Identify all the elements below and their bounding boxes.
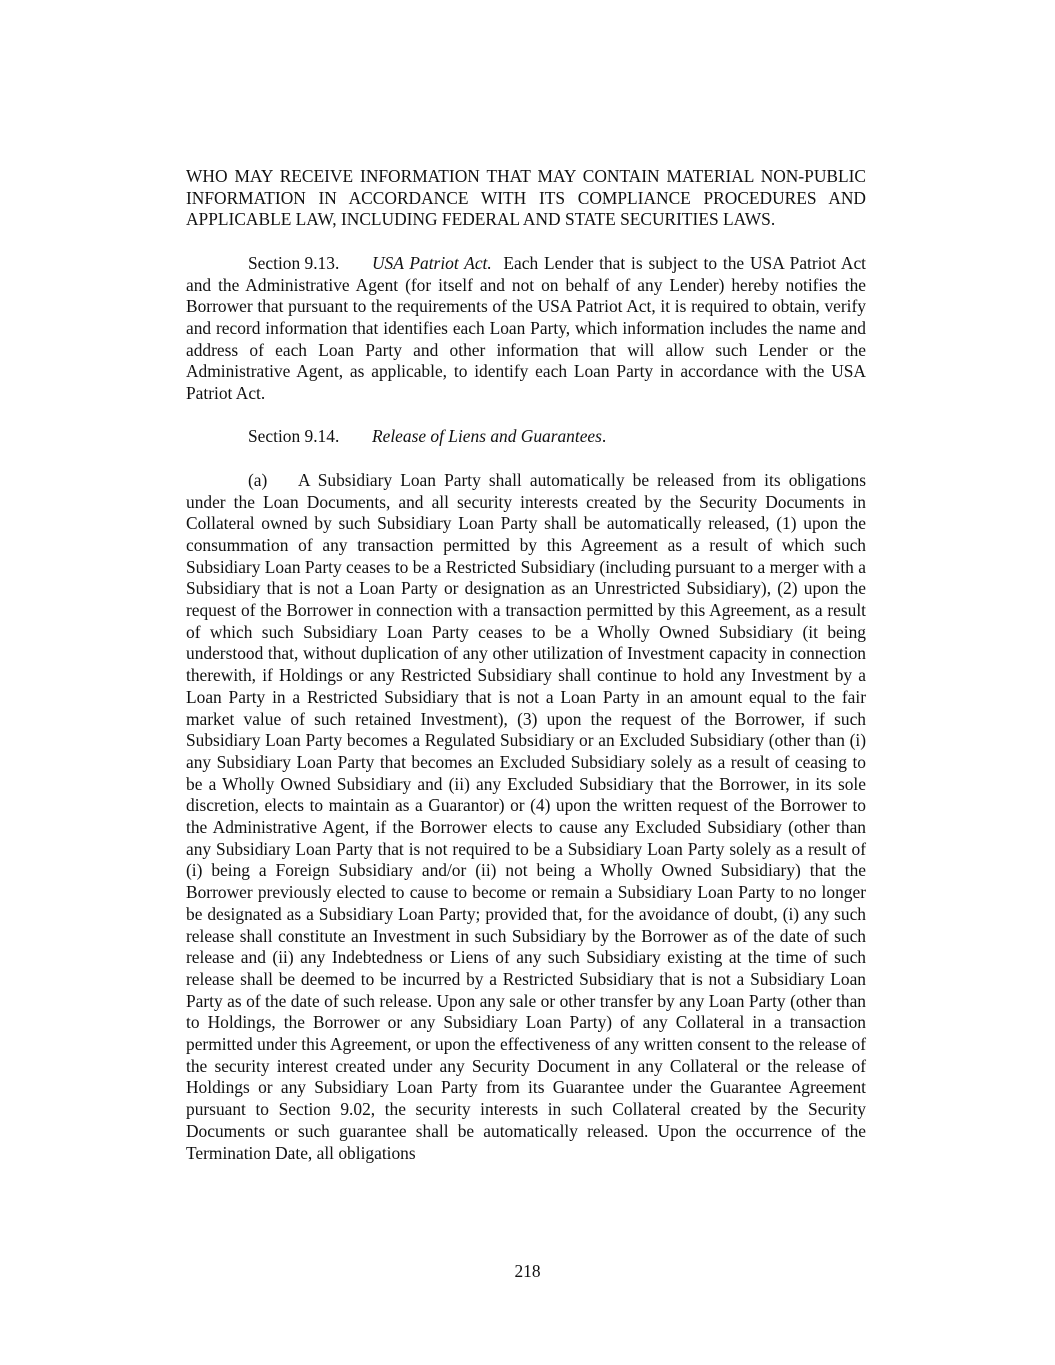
section-9-14-number: Section 9.14. <box>248 426 340 447</box>
section-9-13-title: USA Patriot Act. <box>372 252 492 273</box>
section-9-14-heading: Section 9.14. Release of Liens and Guarantees. <box>248 426 607 447</box>
section-9-13-paragraph <box>186 253 866 405</box>
page-number: 218 <box>514 1261 541 1281</box>
section-9-14-title: Release of Liens and Guarantees <box>372 426 602 447</box>
carryover-caps-paragraph: WHO MAY RECEIVE INFORMATION THAT MAY CONTAIN MATERIAL NON-PUBLIC INFORMATION IN ACCORDANCE WITH ITS COMPLIANCE PROCEDURES AND APPLICABLE LAW, INCLUDING FEDERAL AND STATE SECURITIES LAWS. <box>186 166 866 230</box>
section-9-13-number: Section 9.13. <box>248 252 340 273</box>
section-9-13-body: Each Lender that is subject to the USA Patriot Act and the Administrative Agent (for itself and not on behalf of any Lender) hereby notifies the Borrower that pursuant to the requirements of the USA Patriot Act, it is required to obtain, verify and record information that identifies each Loan Party, which information includes the name and address of each Loan Party and other information that will allow such Lender or the Administrative Agent, as applicable, to identify each Loan Party in accordance with the USA Patriot Act. <box>186 252 867 404</box>
subsection-a-label: (a) <box>248 469 268 490</box>
subsection-a-body: A Subsidiary Loan Party shall automatically be released from its obligations under the Loan Documents, and all security interests created by the Security Documents in Collateral owned by such Subsidiary Loan Party shall be automatically released, (1) upon the consummation of any transaction permitted by this Agreement as a result of which such Subsidiary Loan Party ceases to be a Restricted Subsidiary (including pursuant to a merger with a Subsidiary that is not a Loan Party or designation as an Unrestricted Subsidiary), (2) upon the request of the Borrower in connection with a transaction permitted by this Agreement, as a result of which such Subsidiary Loan Party ceases to be a Wholly Owned Subsidiary (it being understood that, without duplication of any other utilization of Investment capacity in connection therewith, if Holdings or any Restricted Subsidiary shall continue to hold any Investment by a Loan Party in a Restricted Subsidiary that is not a Loan Party in an amount equal to the fair market value of such retained Investment), (3) upon the request of the Borrower, if such Subsidiary Loan Party becomes a Regulated Subsidiary or an Excluded Subsidiary (other than (i) any Subsidiary Loan Party that becomes an Excluded Subsidiary solely as a result of ceasing to be a Wholly Owned Subsidiary and (ii) any Excluded Subsidiary that the Borrower, in its sole discretion, elects to maintain as a Guarantor) or (4) upon the written request of the Borrower to the Administrative Agent, if the Borrower elects to cause any Excluded Subsidiary (other than any Subsidiary Loan Party that is not required to be a Subsidiary Loan Party solely as a result of (i) being a Foreign Subsidiary and/or (ii) not being a Wholly Owned Subsidiary) that the Borrower previously elected to cause to become or remain a Subsidiary Loan Party to no longer be designated as a Subsidiary Loan Party; provided that, for the avoidance of doubt, (i) any such release shall constitute an Investment in such Subsidiary by the Borrower as of the date of such release and (ii) any Indebtedness or Liens of any such Subsidiary existing at the time of such release shall be deemed to be incurred by a Restricted Subsidiary that is not a Subsidiary Loan Party as of the date of such release. Upon any sale or other transfer by any Loan Party (other than to Holdings, the Borrower or any Subsidiary Loan Party) of any Collateral in a transaction permitted under this Agreement, or upon the effectiveness of any written consent to the release of the security interest created under any Security Document in any Collateral or the release of Holdings or any Subsidiary Loan Party from its Guarantee under the Guarantee Agreement pursuant to Section 9.02, the security interests in such Collateral created by the Security Documents or such guarantee shall be automatically released. Upon the occurrence of the Termination Date, all obligations <box>186 469 866 1163</box>
section-9-14-a-paragraph <box>186 470 866 1165</box>
document-page <box>186 166 866 1186</box>
